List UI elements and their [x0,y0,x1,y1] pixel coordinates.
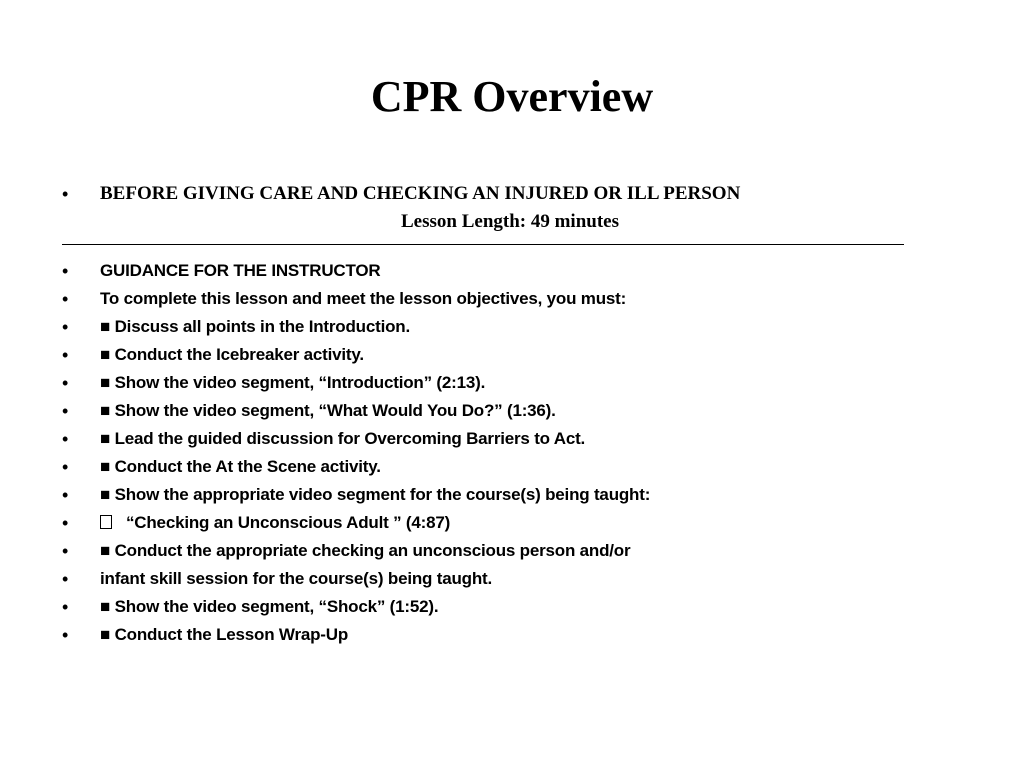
list-item [60,453,960,481]
list-item-text: ■ Show the video segment, “Shock” (1:52). [100,597,439,616]
bullet-marker: • [62,569,69,589]
lesson-length: Lesson Length: 49 minutes [401,211,619,232]
list-item [60,257,960,285]
list-item [60,341,960,369]
list-item-text: ■ Conduct the appropriate checking an unconscious person and/or [100,541,631,560]
list-item-text: To complete this lesson and meet the lesson objectives, you must: [100,289,627,308]
list-item [60,369,960,397]
bullet-marker: • [62,429,69,449]
list-item-text: ■ Conduct the Lesson Wrap-Up [100,625,349,644]
bullet-marker: • [62,401,69,421]
list-item-text: ■ Conduct the Icebreaker activity. [100,345,364,364]
list-item [60,509,960,537]
list-item [60,565,960,593]
heading-row [60,180,960,208]
list-item-text: ■ Conduct the At the Scene activity. [100,457,381,476]
bullet-marker: • [62,345,69,365]
bullet-marker: • [62,513,69,533]
missing-glyph-icon [100,515,112,529]
bullet-marker: • [62,373,69,393]
list-item [60,313,960,341]
list-item-with-symbol [100,509,450,537]
bullet-marker: • [62,625,69,645]
bullet-marker: • [62,184,69,204]
bullet-marker: • [62,457,69,477]
bullet-marker: • [62,485,69,505]
list-item-text: infant skill session for the course(s) being taught. [100,569,492,588]
heading-bullet-text: BEFORE GIVING CARE AND CHECKING AN INJURED OR ILL PERSON [100,183,741,204]
list-item [60,537,960,565]
list-item [60,481,960,509]
list-item-text: ■ Discuss all points in the Introduction. [100,317,410,336]
bullet-marker: • [62,541,69,561]
list-item-text: ■ Lead the guided discussion for Overcoming Barriers to Act. [100,429,586,448]
bullet-marker: • [62,289,69,309]
list-item-text: ■ Show the video segment, “What Would You Do?” (1:36). [100,401,556,420]
list-item-text: ■ Show the appropriate video segment for the course(s) being taught: [100,485,651,504]
divider-line [62,244,904,245]
list-item-text: GUIDANCE FOR THE INSTRUCTOR [100,261,381,280]
list-item [60,425,960,453]
list-item [60,593,960,621]
bullet-marker: • [62,317,69,337]
bullet-marker: • [62,261,69,281]
bullet-marker: • [62,597,69,617]
list-item [60,285,960,313]
list-item-text: “Checking an Unconscious Adult ” (4:87) [126,513,451,532]
list-item-text: ■ Show the video segment, “Introduction” (2:13). [100,373,486,392]
list-item [60,397,960,425]
slide-title: CPR Overview [370,72,654,121]
list-item [60,621,960,649]
bullet-list [60,180,960,649]
